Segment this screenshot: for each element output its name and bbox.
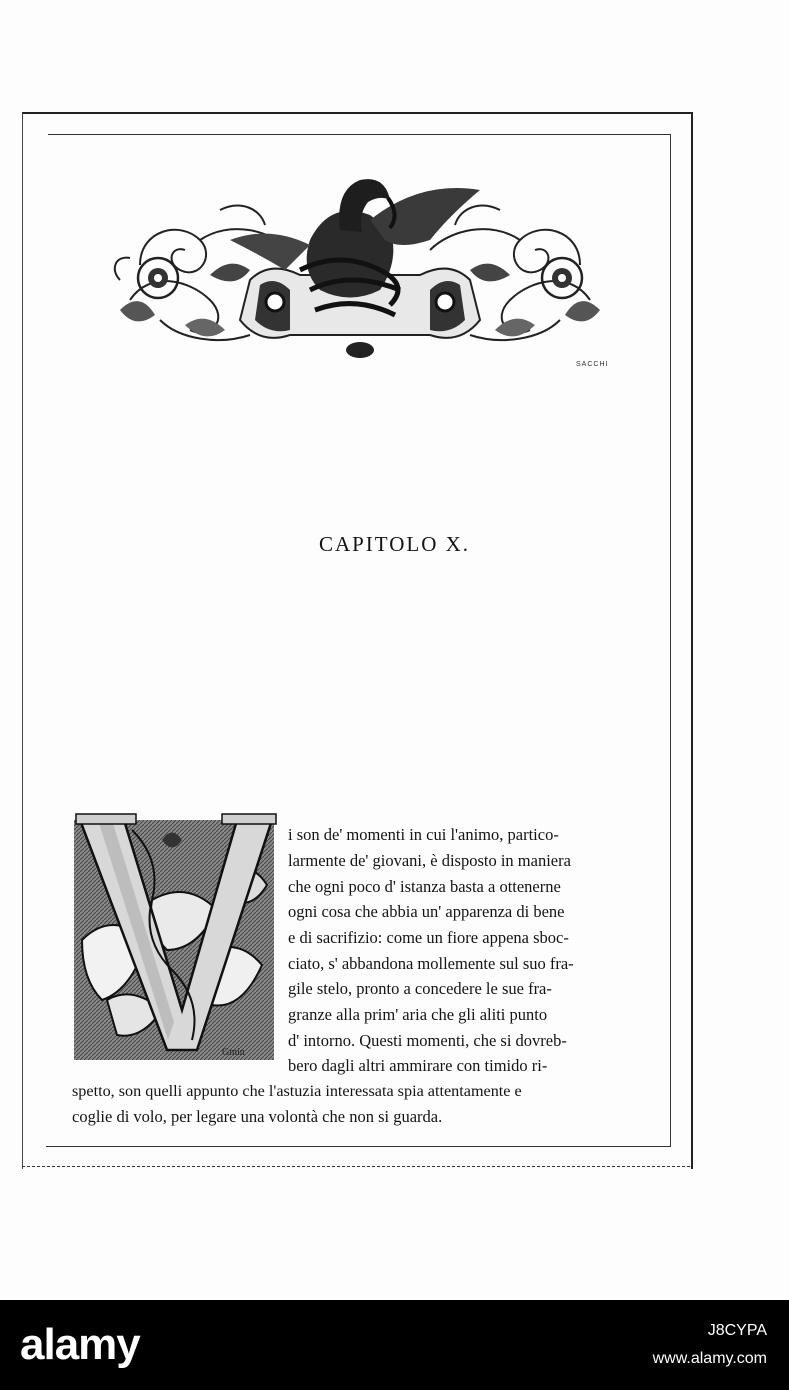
- drop-cap-illustration: [72, 800, 277, 1062]
- inner-bottom-rule: [46, 1146, 670, 1147]
- text-line: gile stelo, pronto a concedere le sue fra-: [288, 979, 552, 998]
- text-line: bero dagli altri ammirare con timido ri-: [288, 1056, 548, 1075]
- headpiece-engraving: [100, 170, 620, 370]
- watermark-url: www.alamy.com: [652, 1350, 767, 1367]
- chapter-title: CAPITOLO X.: [318, 532, 471, 556]
- alamy-logo: alamy: [20, 1320, 140, 1369]
- text-line: ogni cosa che abbia un' apparenza di bene: [288, 902, 565, 921]
- text-line: spetto, son quelli appunto che l'astuzia interessata spia attentamente e: [72, 1082, 522, 1100]
- text-line: coglie di volo, per legare una volontà che non si guarda.: [72, 1107, 443, 1126]
- svg-text:Gmin: Gmin: [222, 1047, 245, 1058]
- outer-bottom-rule: [22, 1166, 690, 1167]
- text-line: d' intorno. Questi momenti, che si dovreb-: [288, 1031, 567, 1050]
- text-line: larmente de' giovani, è disposto in maniera: [288, 851, 571, 870]
- text-line: che ogni poco d' istanza basta a ottenerne: [288, 877, 561, 896]
- text-line: i son de' momenti in cui l'animo, partico-: [288, 825, 559, 844]
- image-id: J8CYPA: [707, 1322, 767, 1339]
- engraver-signature: SACCHI: [576, 361, 609, 368]
- text-line: ciato, s' abbandona mollemente sul suo fra-: [288, 954, 574, 973]
- text-line: e di sacrifizio: come un fiore appena sboc-: [288, 928, 569, 947]
- text-line: granze alla prim' aria che gli aliti punto: [288, 1005, 548, 1024]
